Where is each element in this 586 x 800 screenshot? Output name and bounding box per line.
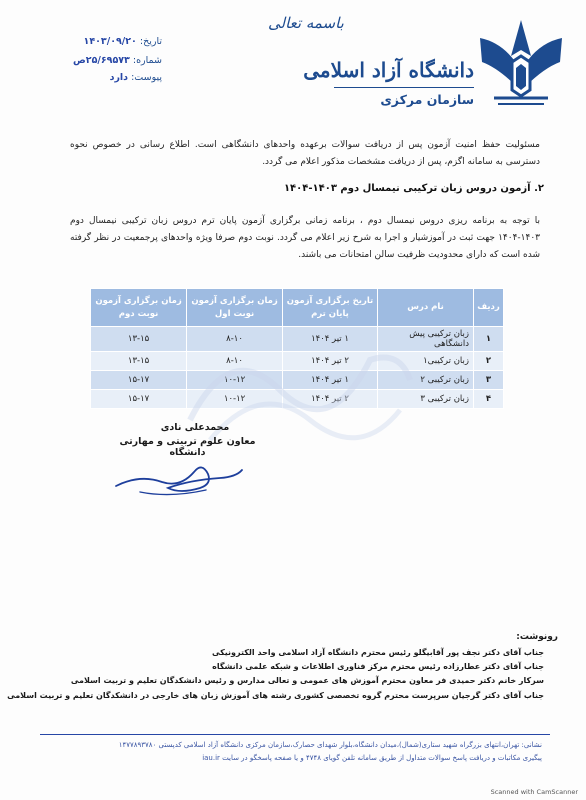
second-shift-time: ۱۵-۱۷: [91, 390, 187, 409]
exam-date: ۱ تیر ۱۴۰۴: [283, 371, 378, 390]
cc-title: رونوشت:: [516, 632, 558, 642]
signatory-name: محمدعلی نادی: [160, 422, 230, 433]
exam-date: ۱ تیر ۱۴۰۴: [283, 327, 378, 352]
first-shift-time: ۱۰-۱۲: [187, 371, 283, 390]
table-row: [91, 327, 504, 352]
header-exam-date: تاریخ برگزاری آزمون پایان ترم: [283, 289, 378, 327]
exam-date: ۲ تیر ۱۴۰۴: [283, 390, 378, 409]
row-number: ۲: [474, 352, 504, 371]
university-name: دانشگاه آزاد اسلامی: [303, 58, 474, 82]
cc-recipient: جناب آقای دکتر نجف پور آقابیگلو رئیس محترم دانشگاه آزاد اسلامی واحد الکترونیکی: [212, 648, 544, 657]
body-paragraph-2: با توجه به برنامه ریزی دروس نیمسال دوم ، برنامه زمانی برگزاری آزمون پایان ترم دروس زبان ترکیبی نیمسال دوم ۱۴۰۳-۱۴۰۴ جهت ثبت در آموزشیار و اجرا به شرح زیر اعلام می گردد. نوبت دوم صرفا ویژه واحدهای پرجمعیت در نظر گرفته شده است که دارای محدودیت ظرفیت سالن امتحانات می باشند.: [70, 216, 540, 260]
exam-schedule-table: [90, 288, 504, 409]
number-value: ۲۵/۶۹۵۷۳ص: [73, 55, 130, 66]
attachment-value: دارد: [109, 72, 129, 83]
university-logo-icon: [476, 16, 566, 112]
organization-name: سازمان مرکزی: [380, 92, 474, 107]
cc-recipient: سرکار خانم دکتر حمیدی فر معاون محترم آموزش های عمومی و تعالی مدارس و رئیس دانشکدگان تعلیم و تربیت اسلامی: [70, 676, 544, 685]
header-course-name: نام درس: [378, 289, 474, 327]
bismillah-calligraphy: باسمه تعالی: [268, 14, 344, 32]
second-shift-time: ۱۵-۱۷: [91, 371, 187, 390]
attachment-label: پیوست:: [131, 72, 162, 83]
signatory-title: معاون علوم تربیتی و مهارتی دانشگاه: [119, 436, 256, 458]
course-name: زبان ترکیبی۱: [378, 352, 474, 371]
second-shift-time: ۱۳-۱۵: [91, 327, 187, 352]
first-shift-time: ۸-۱۰: [187, 327, 283, 352]
course-name: زبان ترکیبی ۳: [378, 390, 474, 409]
letter-date: [62, 36, 162, 47]
header-first-shift: زمان برگزاری آزمون نوبت اول: [187, 289, 283, 327]
exam-date: ۲ تیر ۱۴۰۴: [283, 352, 378, 371]
handwritten-signature-icon: [110, 452, 250, 502]
first-shift-time: ۱۰-۱۲: [187, 390, 283, 409]
row-number: ۴: [474, 390, 504, 409]
footer-divider: [40, 734, 550, 735]
body-paragraph-1: مسئولیت حفظ امنیت آزمون پس از دریافت سوالات برعهده واحدهای دانشگاهی است. اطلاع رسانی در خصوص نحوه دسترسی به سامانه اگزم، پس از دریافت مشخصات مذکور اعلام می گردد.: [70, 140, 540, 167]
date-label: تاریخ:: [139, 36, 162, 47]
footer-address: نشانی: تهران،انتهای بزرگراه شهید ستاری(شمال)،میدان دانشگاه،بلوار شهدای حصارک،سازمان مرکزی دانشگاه آزاد اسلامی کدپستی ۱۴۷۷۸۹۳۷۸۰: [118, 741, 542, 749]
cc-recipient: جناب آقای دکتر عطارزاده رئیس محترم مرکز فناوری اطلاعات و شبکه علمی دانشگاه: [212, 662, 544, 671]
header-second-shift: زمان برگزاری آزمون نوبت دوم: [91, 289, 187, 327]
table-row: [91, 352, 504, 371]
table-row: [91, 371, 504, 390]
header-row-number: ردیف: [474, 289, 504, 327]
course-name: زبان ترکیبی پیش دانشگاهی: [378, 327, 474, 352]
second-shift-time: ۱۳-۱۵: [91, 352, 187, 371]
letter-number: [62, 55, 162, 66]
header-divider: [334, 87, 474, 88]
letter-attachment: [62, 72, 162, 83]
first-shift-time: ۸-۱۰: [187, 352, 283, 371]
table-row: [91, 390, 504, 409]
scanner-note: Scanned with CamScanner: [490, 788, 578, 796]
course-name: زبان ترکیبی ۲: [378, 371, 474, 390]
row-number: ۱: [474, 327, 504, 352]
date-value: ۱۴۰۳/۰۹/۲۰: [83, 36, 137, 47]
table-header-row: [91, 289, 504, 327]
section-title: ۲. آزمون دروس زبان ترکیبی نیمسال دوم ۱۴۰۳-۱۴۰۴: [283, 183, 544, 194]
row-number: ۳: [474, 371, 504, 390]
footer-contact: پیگیری مکاتبات و دریافت پاسخ سوالات متداول از طریق سامانه تلفن گویای ۴۷۴۸ و یا صفحه پاسخگو در سایت iau.ir: [202, 754, 542, 762]
cc-recipient: جناب آقای دکتر گرجیان سرپرست محترم گروه تخصصی کشوری رشته های آموزش زبان های خارجی در دانشکدگان تعلیم و تربیت اسلامی: [7, 691, 544, 700]
number-label: شماره:: [132, 55, 162, 66]
